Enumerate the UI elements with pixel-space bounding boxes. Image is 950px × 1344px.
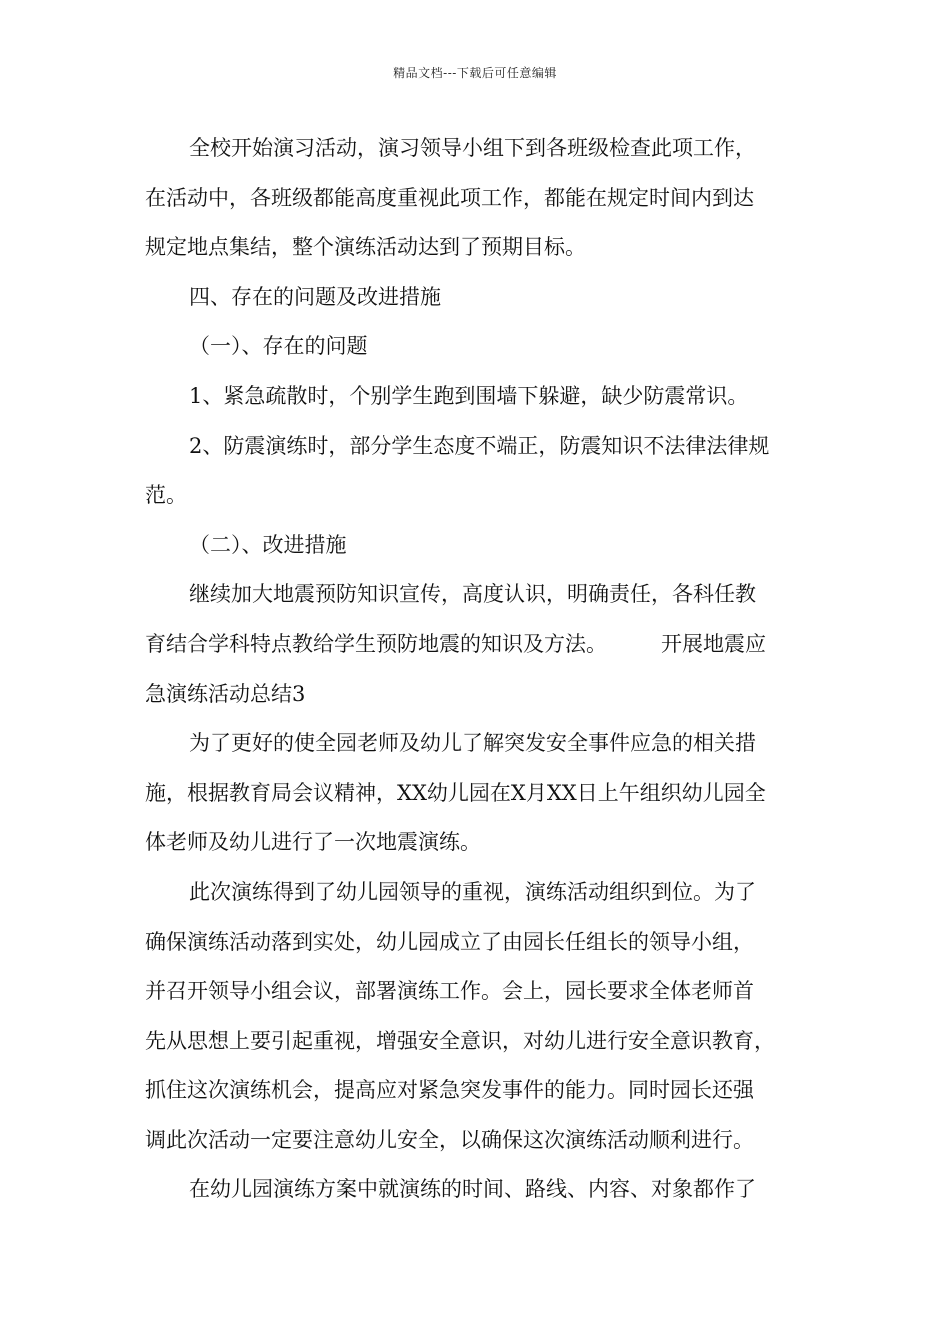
text-line: 规定地点集结，整个演练活动达到了预期目标。 [145,235,586,260]
text-line: 抓住这次演练机会，提高应对紧急突发事件的能力。同时园长还强 [145,1078,754,1103]
document-title-line: 急演练活动总结3 [145,681,306,706]
text-line: 调此次活动一定要注意幼儿安全，以确保这次演练活动顺利进行。 [145,1127,754,1152]
text-line: 确保演练活动落到实处，幼儿园成立了由园长任组长的领导小组， [145,929,754,954]
text-line: 1、紧急疏散时，个别学生跑到围墙下躲避，缺少防震常识。 [189,383,749,408]
text-line: 2、防震演练时，部分学生态度不端正，防震知识不法律法律规 [189,433,770,458]
text-line: 为了更好的使全园老师及幼儿了解突发安全事件应急的相关措 [189,731,756,756]
section-heading: 四、存在的问题及改进措施 [189,284,441,309]
text-line: 范。 [145,483,187,508]
subsection-heading: （二）、改进措施 [189,532,347,557]
text-line: 在幼儿园演练方案中就演练的时间、路线、内容、对象都作了 [189,1177,756,1202]
text-line: 体老师及幼儿进行了一次地震演练。 [145,830,481,855]
document-body [145,124,810,1215]
text-line: 先从思想上要引起重视，增强安全意识，对幼儿进行安全意识教育， [145,1028,775,1053]
text-line [145,620,810,670]
text-line: 此次演练得到了幼儿园领导的重视，演练活动组织到位。为了 [189,879,756,904]
text-span: 育结合学科特点教给学生预防地震的知识及方法。 [145,631,607,656]
text-line: 继续加大地震预防知识宣传，高度认识，明确责任，各科任教 [189,582,756,607]
text-line: 施，根据教育局会议精神，XX幼儿园在X月XX日上午组织幼儿园全 [145,780,766,805]
text-line: 并召开领导小组会议，部署演练工作。会上，园长要求全体老师首 [145,979,754,1004]
subsection-heading: （一）、存在的问题 [189,334,368,359]
text-line: 全校开始演习活动，演习领导小组下到各班级检查此项工作， [189,136,756,160]
page-header: 精品文档---下载后可任意编辑 [393,66,557,80]
title-span: 开展地震应 [661,631,766,656]
text-line: 在活动中，各班级都能高度重视此项工作，都能在规定时间内到达 [145,185,754,210]
